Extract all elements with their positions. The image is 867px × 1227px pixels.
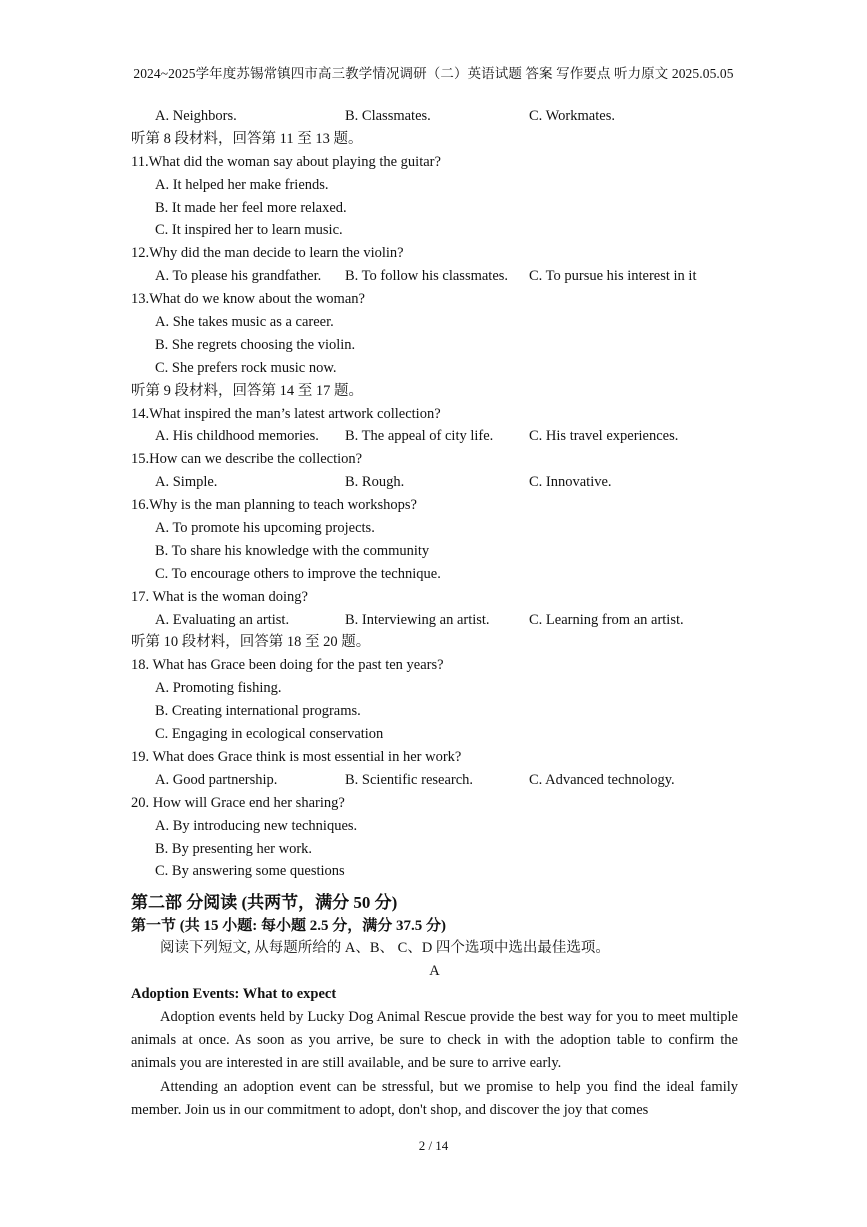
listening-questions — [131, 105, 738, 883]
question-text: 19. What does Grace think is most essential in her work? — [131, 748, 462, 765]
answer-option: B. By presenting her work. — [155, 840, 313, 857]
passage-paragraph: Adoption events held by Lucky Dog Animal Rescue provide the best way for you to meet multiple animals at once. As soon as you arrive, be sure to check in with the adoption table to confirm the animals you are interested in are still available, and be sure to arrive early. — [131, 1009, 738, 1071]
answer-option: A. Good partnership. — [155, 771, 278, 788]
header-rule — [131, 84, 738, 85]
answer-option: A. His childhood memories. — [155, 428, 319, 445]
question-text: 13.What do we know about the woman? — [131, 291, 365, 308]
section-heading: 听第 10 段材料，回答第 18 至 20 题。 — [131, 634, 371, 651]
answer-option: A. Neighbors. — [155, 108, 237, 124]
answer-option: A. By introducing new techniques. — [155, 817, 358, 834]
answer-options-row — [131, 265, 738, 288]
question-text: 18. What has Grace been doing for the past ten years? — [131, 657, 444, 674]
part-title: 第二部 分阅读 (共两节，满分 50 分) — [131, 893, 398, 913]
question-text: 17. What is the woman doing? — [131, 588, 308, 605]
answer-options-row — [131, 425, 738, 448]
answer-option: C. To pursue his interest in it — [529, 268, 697, 285]
answer-option: C. Engaging in ecological conservation — [155, 726, 384, 743]
section-heading: 听第 9 段材料，回答第 14 至 17 题。 — [131, 382, 363, 399]
answer-options-row — [131, 609, 738, 632]
answer-option: C. Workmates. — [529, 108, 615, 124]
answer-option: B. Scientific research. — [345, 771, 474, 788]
answer-option: B. Classmates. — [345, 108, 431, 124]
answer-option: C. To encourage others to improve the technique. — [155, 565, 441, 582]
question-text: 11.What did the woman say about playing the guitar? — [131, 153, 441, 170]
question-text: 15.How can we describe the collection? — [131, 451, 363, 468]
answer-option: B. To share his knowledge with the community — [155, 542, 430, 559]
answer-option: B. The appeal of city life. — [345, 428, 494, 445]
answer-option: C. Innovative. — [529, 474, 612, 491]
answer-option: B. It made her feel more relaxed. — [155, 199, 347, 216]
answer-option: A. She takes music as a career. — [155, 314, 334, 331]
passage-letter: A — [429, 963, 440, 980]
answer-option: A. To please his grandfather. — [155, 268, 322, 285]
section-heading: 听第 8 段材料，回答第 11 至 13 题。 — [131, 130, 363, 147]
answer-option: A. It helped her make friends. — [155, 176, 329, 193]
instruction-text: 阅读下列短文, 从每题所给的 A、B、 C、D 四个选项中选出最佳选项。 — [160, 940, 610, 957]
passage-paragraph: Attending an adoption event can be stressful, but we promise to help you find the ideal family member. Join us in our commitment to adopt, don't shop, and discover the joy that comes — [131, 1079, 738, 1118]
question-text: 16.Why is the man planning to teach workshops? — [131, 497, 417, 514]
answer-option: C. By answering some questions — [155, 863, 345, 880]
answer-options-row — [131, 471, 738, 494]
answer-option: A. Simple. — [155, 474, 218, 491]
page-number: 2 / 14 — [418, 1138, 449, 1153]
question-text: 20. How will Grace end her sharing? — [131, 794, 345, 811]
answer-option: B. She regrets choosing the violin. — [155, 336, 356, 353]
page-header: 2024~2025学年度苏锡常镇四市高三教学情况调研（二）英语试题 答案 写作要点 听力原文 2025.05.05 — [133, 66, 734, 81]
answer-option: B. Interviewing an artist. — [345, 611, 490, 628]
answer-option: B. Rough. — [345, 474, 405, 491]
question-text: 14.What inspired the man’s latest artwork collection? — [131, 405, 441, 422]
section-title: 第一节 (共 15 小题: 每小题 2.5 分，满分 37.5 分) — [131, 918, 446, 935]
answer-option: C. His travel experiences. — [529, 428, 679, 445]
answer-option: C. It inspired her to learn music. — [155, 222, 343, 239]
answer-option: A. Promoting fishing. — [155, 680, 282, 697]
answer-option: B. Creating international programs. — [155, 703, 361, 720]
answer-option: A. To promote his upcoming projects. — [155, 520, 375, 537]
answer-options-row — [131, 105, 738, 128]
answer-option: B. To follow his classmates. — [345, 268, 509, 285]
answer-option: C. Learning from an artist. — [529, 611, 684, 628]
answer-options-row — [131, 769, 738, 792]
question-text: 12.Why did the man decide to learn the violin? — [131, 245, 404, 262]
answer-option: A. Evaluating an artist. — [155, 611, 290, 628]
answer-option: C. She prefers rock music now. — [155, 359, 337, 376]
page-content — [131, 105, 738, 1123]
passage-title: Adoption Events: What to expect — [131, 986, 337, 1003]
answer-option: C. Advanced technology. — [529, 771, 675, 788]
